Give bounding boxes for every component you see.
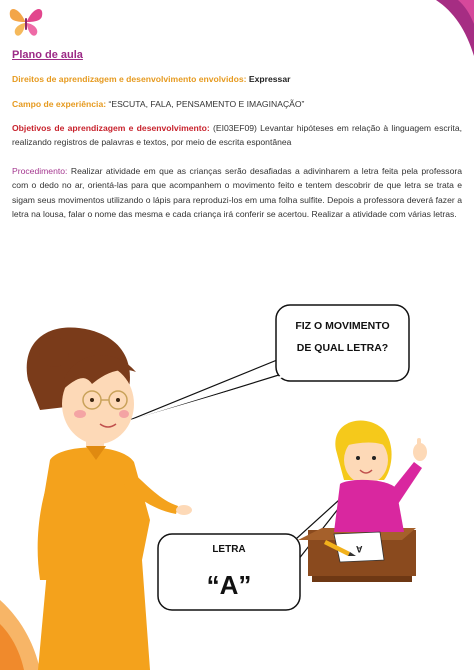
butterfly-icon xyxy=(6,4,46,38)
teacher-bubble-line2: DE QUAL LETRA? xyxy=(296,342,389,354)
objectives-value: (EI03EF09) Levantar hipóteses em relação à linguagem escrita, realizando registros de palavras e textos, por meio de escrita espontânea xyxy=(12,123,462,148)
field-paragraph xyxy=(12,97,462,111)
rights-paragraph xyxy=(12,72,462,86)
page-title: Plano de aula xyxy=(12,49,83,61)
objectives-paragraph xyxy=(12,121,462,150)
paper-letter: A xyxy=(356,544,363,554)
child-bubble-letter: “A” xyxy=(206,570,252,600)
child-figure xyxy=(334,420,427,532)
teacher-bubble-line1: FIZ O MOVIMENTO xyxy=(295,320,390,332)
rights-label: Direitos de aprendizagem e desenvolvimento envolvidos: xyxy=(12,74,247,84)
teacher-figure xyxy=(27,327,192,670)
field-value: “ESCUTA, FALA, PENSAMENTO E IMAGINAÇÃO” xyxy=(108,99,305,109)
corner-decoration xyxy=(414,0,474,60)
procedure-label: Procedimento: xyxy=(12,166,68,176)
rights-value: Expressar xyxy=(248,74,291,84)
field-label: Campo de experiência: xyxy=(12,99,107,109)
procedure-paragraph xyxy=(12,164,462,222)
objectives-label: Objetivos de aprendizagem e desenvolvimento: xyxy=(12,123,210,133)
child-bubble-label: LETRA xyxy=(212,544,246,555)
procedure-value: Realizar atividade em que as crianças serão desafiadas a adivinharem a letra feita pela professora com o dedo no ar, orientá-las para que acompanhem o movimento feito e tentem descobrir de que letra se trata e sigam seus movimentos utilizando o lápis para reproduzi-los em uma folha sulfite. Depois a professora deverá fazer a letra na lousa, falar o nome das mesma e cada criança irá conferir se acertou. Realizar a atividade com várias letras. xyxy=(12,166,463,220)
